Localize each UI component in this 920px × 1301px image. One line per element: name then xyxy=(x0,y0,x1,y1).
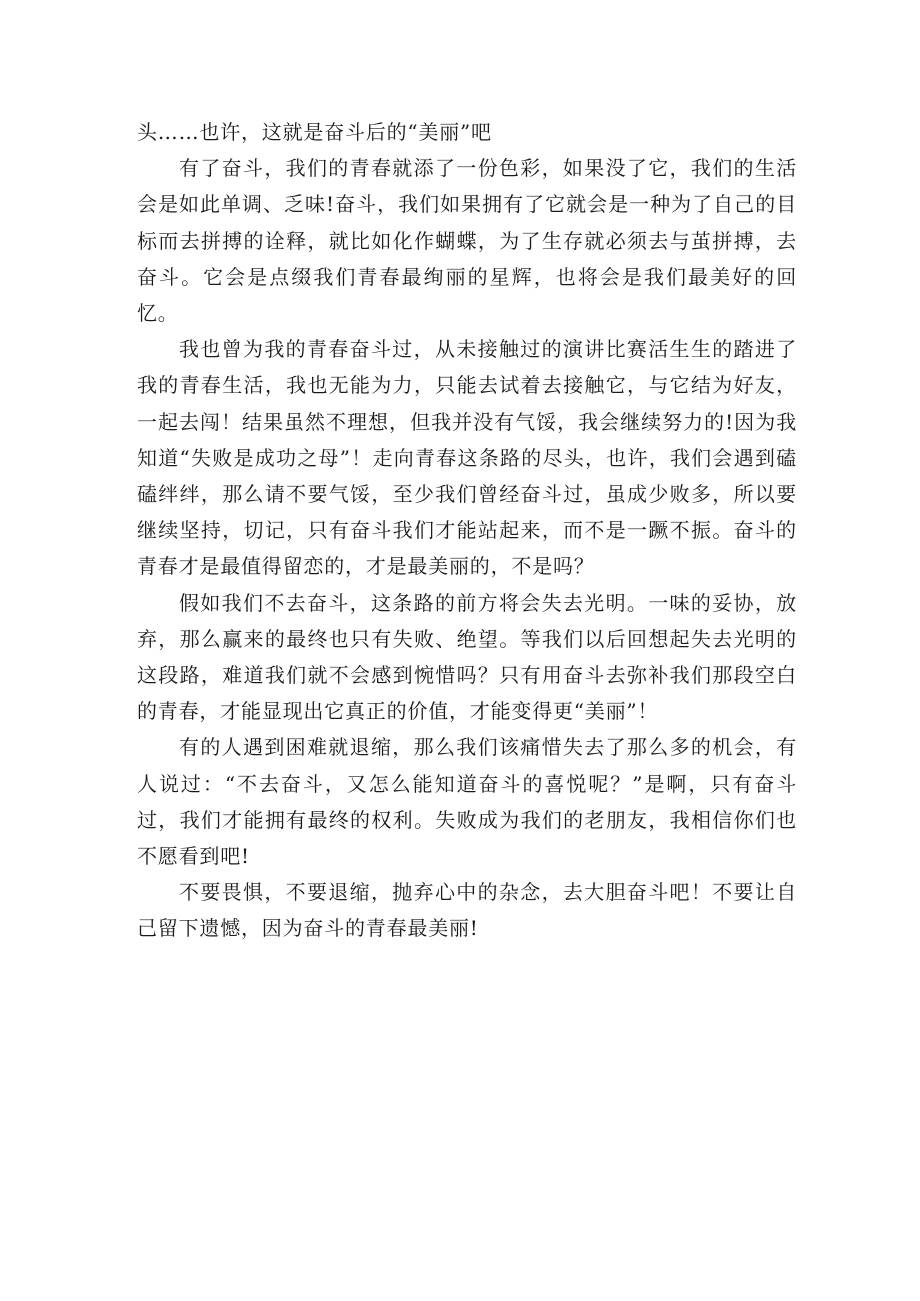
paragraph-continuation: 头……也许，这就是奋斗后的“美丽”吧 xyxy=(137,120,492,144)
document-body xyxy=(137,114,797,947)
paragraph-1: 有了奋斗，我们的青春就添了一份色彩，如果没了它，我们的生活会是如此单调、乏味!奋斗，我们如果拥有了它就会是一种为了自己的目标而去拼搏的诠释，就比如化作蝴蝶，为了生存就必须去与茧拼搏，去奋斗。它会是点缀我们青春最绚丽的星辉，也将会是我们最美好的回忆。 xyxy=(137,156,797,326)
paragraph-5: 不要畏惧，不要退缩，抛弃心中的杂念，去大胆奋斗吧！不要让自己留下遗憾，因为奋斗的青春最美丽! xyxy=(137,880,797,941)
paragraph-2: 我也曾为我的青春奋斗过，从未接触过的演讲比赛活生生的踏进了我的青春生活，我也无能为力，只能去试着去接触它，与它结为好友，一起去闯！结果虽然不理想，但我并没有气馁，我会继续努力的!因为我知道“失败是成功之母”！走向青春这条路的尽头，也许，我们会遇到磕磕绊绊，那么请不要气馁，至少我们曾经奋斗过，虽成少败多，所以要继续坚持，切记，只有奋斗我们才能站起来，而不是一蹶不振。奋斗的青春才是最值得留恋的，才是最美丽的，不是吗？ xyxy=(137,337,797,579)
paragraph-3: 假如我们不去奋斗，这条路的前方将会失去光明。一味的妥协，放弃，那么赢来的最终也只有失败、绝望。等我们以后回想起失去光明的这段路，难道我们就不会感到惋惜吗？只有用奋斗去弥补我们那段空白的青春，才能显现出它真正的价值，才能变得更“美丽”！ xyxy=(137,590,797,724)
paragraph-4: 有的人遇到困难就退缩，那么我们该痛惜失去了那么多的机会，有人说过：“不去奋斗，又怎么能知道奋斗的喜悦呢？”是啊，只有奋斗过，我们才能拥有最终的权利。失败成为我们的老朋友，我相信你们也不愿看到吧! xyxy=(137,735,797,869)
